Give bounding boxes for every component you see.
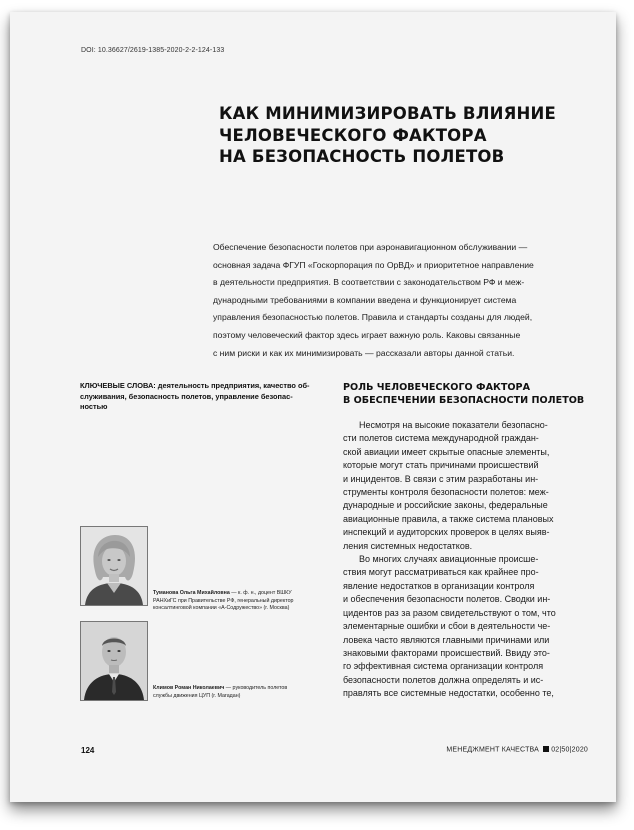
author-name: Туманова Ольга Михайловна — [153, 590, 230, 596]
lead-line: дународными требованиями в компании введена и функционирует система — [213, 294, 517, 305]
keywords-line: служивания, безопасность полетов, управление безопас- — [80, 391, 293, 401]
lead-line: с ним риски и как их минимизировать — рассказали авторы данной статьи. — [213, 347, 515, 358]
body-line: го эффективная система организации контроля — [343, 661, 544, 672]
page-number: 124 — [81, 746, 95, 755]
title-line: ЧЕЛОВЕЧЕСКОГО ФАКТОРА — [219, 125, 487, 145]
body-line: ствия могут рассматриваться как крайнее про- — [343, 567, 539, 578]
lead-line: поэтому человеческий фактор здесь играет важную роль. Каковы связанные — [213, 329, 521, 340]
keywords-line: ностью — [80, 402, 108, 412]
author-caption — [153, 685, 343, 700]
body-line: цидентов раз за разом свидетельствуют о том, что — [343, 607, 556, 618]
magazine-page — [10, 12, 616, 802]
author-name: Климов Роман Николаевич — [153, 685, 225, 691]
body-line: ской авиации имеет скрытые опасные элементы, — [343, 446, 550, 457]
body-line: знаковыми факторами происшествий. Ввиду это- — [343, 647, 550, 658]
body-line: Несмотря на высокие показатели безопасно- — [359, 420, 548, 430]
author-caption — [153, 590, 343, 613]
author-desc: — к. ф. н., доцент ВШКУ — [229, 590, 292, 596]
body-line: правлять все системные недостатки, особенно те, — [343, 688, 554, 699]
author-photo — [80, 526, 148, 606]
keywords-line: КЛЮЧЕВЫЕ СЛОВА: деятельность предприятия, качество об- — [80, 381, 310, 390]
body-line: струменты контроля безопасности полетов: меж- — [343, 487, 549, 498]
body-line: авиационные правила, а также система плановых — [343, 513, 554, 524]
lead-line: в деятельности предприятия. В соответствии с законодательством РФ и меж- — [213, 277, 525, 288]
body-line: Во многих случаях авиационные происше- — [359, 554, 539, 565]
title-line: КАК МИНИМИЗИРОВАТЬ ВЛИЯНИЕ — [219, 104, 557, 123]
body-line: которые могут стать причинами происшествий — [343, 460, 539, 471]
doi-line: DOI: 10.36627/2619-1385-2020-2-2-124-133 — [81, 47, 225, 54]
lead-line: управления безопасностью полетов. Правила и стандарты созданы для людей, — [213, 312, 533, 323]
issue-number: 02|50|2020 — [551, 746, 588, 754]
caption-line: РАНХиГС при Правительстве РФ, генеральный директор — [153, 597, 294, 604]
journal-footer — [446, 746, 588, 754]
body-line: дународные и российские законы, федеральные — [343, 500, 548, 511]
caption-line: службы движения ЦУП (г. Магадан) — [153, 692, 241, 699]
author-desc: — руководитель полетов — [224, 685, 288, 691]
article-lead — [213, 239, 598, 362]
caption-line — [153, 590, 343, 598]
body-line: сти полетов система международной граждан- — [343, 433, 539, 444]
portrait-woman-image — [81, 527, 147, 605]
author-photo — [80, 621, 148, 701]
body-line: и инцидентов. В связи с этим разработаны ин- — [343, 473, 539, 484]
section-heading — [343, 381, 603, 407]
article-body — [343, 419, 603, 701]
section-heading-line: РОЛЬ ЧЕЛОВЕЧЕСКОГО ФАКТОРА — [343, 382, 530, 393]
body-line: и обеспечения безопасности полетов. Сводки ин- — [343, 594, 551, 605]
caption-line: консалтинговой компании «А-Содружество» (г. Москва) — [153, 605, 290, 612]
journal-name: МЕНЕДЖМЕНТ КАЧЕСТВА — [446, 746, 540, 754]
article-title — [219, 103, 579, 168]
portrait-man-image — [81, 622, 147, 700]
lead-line: Обеспечение безопасности полетов при аэронавигационном обслуживании — — [213, 242, 528, 252]
section-heading-line: В ОБЕСПЕЧЕНИИ БЕЗОПАСНОСТИ ПОЛЕТОВ — [343, 395, 585, 406]
body-line: инспекций и аудиторских проверок в целях выяв- — [343, 527, 550, 538]
body-line: безопасности полетов должна определять и ис- — [343, 674, 544, 685]
body-line: явление недостатков в организации контроля — [343, 580, 535, 591]
square-icon — [543, 746, 549, 752]
body-line: ловека часто являются главными причинами или — [343, 634, 550, 645]
lead-line: основная задача ФГУП «Госкорпорация по ОрВД» и приоритетное направление — [213, 259, 534, 270]
body-line: элементарные ошибки и сбои в деятельности че- — [343, 621, 551, 632]
body-line: ления системных недостатков. — [343, 540, 473, 551]
keywords-block — [80, 381, 320, 413]
caption-line — [153, 685, 343, 693]
title-line: НА БЕЗОПАСНОСТЬ ПОЛЕТОВ — [219, 147, 505, 166]
